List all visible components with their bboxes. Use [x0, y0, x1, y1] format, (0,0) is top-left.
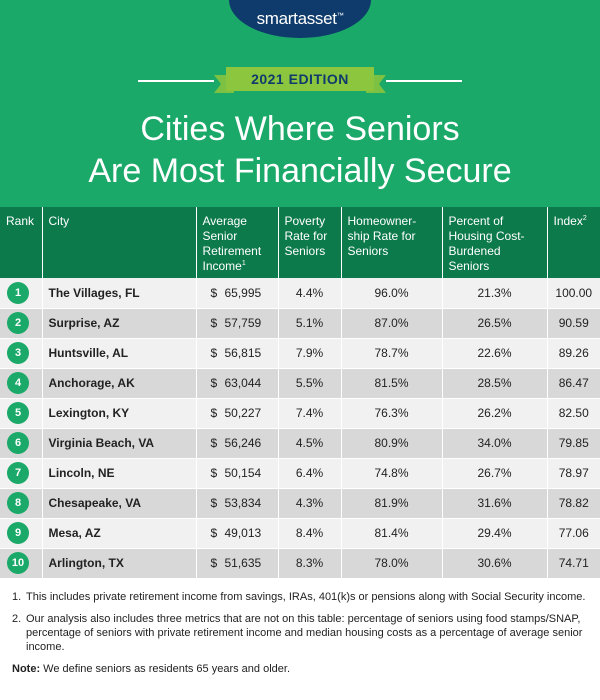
- income-value: 49,013: [224, 526, 262, 540]
- housing-cell: 34.0%: [442, 428, 547, 458]
- hero-banner: [0, 0, 600, 207]
- homeownership-cell: 96.0%: [341, 278, 442, 308]
- column-header-income: Average Senior Retirement Income$^1$: [196, 207, 278, 278]
- currency-symbol: $: [210, 285, 218, 300]
- homeownership-cell: 81.5%: [341, 368, 442, 398]
- footnote-number: 1.: [12, 591, 22, 603]
- city-cell: The Villages, FL: [42, 278, 196, 308]
- housing-cell: 26.7%: [442, 458, 547, 488]
- trademark-mark: ™: [336, 12, 344, 20]
- rank-badge: 7: [7, 462, 29, 484]
- smartasset-logo[interactable]: [229, 9, 371, 29]
- income-cell: [196, 518, 278, 548]
- income-value: 53,834: [224, 496, 262, 510]
- housing-cell: 28.5%: [442, 368, 547, 398]
- footnote-text: This includes private retirement income from savings, IRAs, 401(k)s or pensions along with Social Security income.: [26, 591, 586, 603]
- table-row: [0, 338, 600, 368]
- housing-cell: 22.6%: [442, 338, 547, 368]
- rank-cell: [0, 308, 42, 338]
- rank-badge: 4: [7, 372, 29, 394]
- city-cell: Huntsville, AL: [42, 338, 196, 368]
- page-title: [0, 108, 600, 192]
- poverty-cell: 7.4%: [278, 398, 341, 428]
- definition-note: [12, 662, 592, 676]
- poverty-cell: 4.5%: [278, 428, 341, 458]
- homeownership-cell: 74.8%: [341, 458, 442, 488]
- homeownership-cell: 87.0%: [341, 308, 442, 338]
- table-body: [0, 278, 600, 578]
- homeownership-cell: 76.3%: [341, 398, 442, 428]
- column-header-rank: Rank: [0, 207, 42, 278]
- income-value: 56,246: [224, 436, 262, 450]
- column-header-index: Index$^2$: [547, 207, 600, 278]
- homeownership-cell: 81.4%: [341, 518, 442, 548]
- currency-symbol: $: [210, 466, 218, 480]
- index-cell: 79.85: [547, 428, 600, 458]
- income-cell: [196, 548, 278, 578]
- table-row: [0, 518, 600, 548]
- rank-badge: 8: [7, 492, 29, 514]
- footnote-marker-1: 1: [241, 260, 246, 267]
- rank-cell: [0, 398, 42, 428]
- index-cell: 89.26: [547, 338, 600, 368]
- rank-badge: 3: [7, 342, 29, 364]
- homeownership-cell: 81.9%: [341, 488, 442, 518]
- table-row: [0, 398, 600, 428]
- table-row: [0, 368, 600, 398]
- note-text: We define seniors as residents 65 years and older.: [40, 663, 290, 675]
- rank-cell: [0, 338, 42, 368]
- table-row: [0, 308, 600, 338]
- currency-symbol: $: [210, 526, 218, 540]
- title-line-2: Are Most Financially Secure: [88, 152, 512, 190]
- table-row: [0, 488, 600, 518]
- footnote-text: Our analysis also includes three metrics that are not on this table: percentage of seniors using food stamps/SNAP, percentage of seniors with private retirement income and median housing costs as a percentage of average senior income.: [26, 613, 583, 653]
- column-header-poverty: Poverty Rate for Seniors: [278, 207, 341, 278]
- rank-cell: [0, 278, 42, 308]
- rank-badge: 1: [7, 282, 29, 304]
- poverty-cell: 6.4%: [278, 458, 341, 488]
- income-cell: [196, 398, 278, 428]
- income-cell: [196, 278, 278, 308]
- poverty-cell: 5.1%: [278, 308, 341, 338]
- rank-badge: 9: [7, 522, 29, 544]
- edition-ribbon: 2021 EDITION: [226, 67, 374, 91]
- housing-cell: 30.6%: [442, 548, 547, 578]
- edition-divider-right: [386, 80, 462, 82]
- poverty-cell: 8.4%: [278, 518, 341, 548]
- poverty-cell: 4.4%: [278, 278, 341, 308]
- index-cell: 74.71: [547, 548, 600, 578]
- table-row: [0, 548, 600, 578]
- poverty-cell: 5.5%: [278, 368, 341, 398]
- currency-symbol: $: [210, 436, 218, 450]
- income-cell: [196, 458, 278, 488]
- table-row: [0, 278, 600, 308]
- city-cell: Virginia Beach, VA: [42, 428, 196, 458]
- logo-text: smartasset: [256, 9, 337, 28]
- housing-cell: 31.6%: [442, 488, 547, 518]
- rank-cell: [0, 428, 42, 458]
- rank-cell: [0, 458, 42, 488]
- income-value: 65,995: [224, 285, 262, 300]
- table-row: [0, 458, 600, 488]
- footnote-2: [12, 612, 592, 654]
- rank-cell: [0, 548, 42, 578]
- income-value: 51,635: [224, 556, 262, 570]
- housing-cell: 26.5%: [442, 308, 547, 338]
- income-cell: [196, 488, 278, 518]
- homeownership-cell: 78.0%: [341, 548, 442, 578]
- rankings-table-container: [0, 207, 600, 579]
- poverty-cell: 8.3%: [278, 548, 341, 578]
- footnote-marker-2: 2: [582, 215, 587, 222]
- city-cell: Lexington, KY: [42, 398, 196, 428]
- income-cell: [196, 338, 278, 368]
- income-cell: [196, 368, 278, 398]
- poverty-cell: 7.9%: [278, 338, 341, 368]
- income-value: 50,154: [224, 466, 262, 480]
- currency-symbol: $: [210, 406, 218, 420]
- rank-cell: [0, 368, 42, 398]
- rank-badge: 2: [7, 312, 29, 334]
- city-cell: Anchorage, AK: [42, 368, 196, 398]
- housing-cell: 29.4%: [442, 518, 547, 548]
- note-label: Note:: [12, 663, 41, 675]
- table-header-row: [0, 207, 600, 278]
- city-cell: Arlington, TX: [42, 548, 196, 578]
- currency-symbol: $: [210, 496, 218, 510]
- edition-divider-left: [138, 80, 214, 82]
- city-cell: Surprise, AZ: [42, 308, 196, 338]
- currency-symbol: $: [210, 556, 218, 570]
- index-cell: 78.97: [547, 458, 600, 488]
- rank-badge: 10: [7, 552, 29, 574]
- index-cell: 90.59: [547, 308, 600, 338]
- index-cell: 86.47: [547, 368, 600, 398]
- footnotes: [12, 590, 592, 676]
- income-cell: [196, 308, 278, 338]
- homeownership-cell: 78.7%: [341, 338, 442, 368]
- column-header-housing: Percent of Housing Cost-Burdened Seniors: [442, 207, 547, 278]
- housing-cell: 26.2%: [442, 398, 547, 428]
- footnote-number: 2.: [12, 613, 22, 625]
- rank-badge: 5: [7, 402, 29, 424]
- column-header-city: City: [42, 207, 196, 278]
- rank-cell: [0, 488, 42, 518]
- title-line-1: Cities Where Seniors: [140, 110, 460, 148]
- table-row: [0, 428, 600, 458]
- rankings-table: [0, 207, 600, 579]
- homeownership-cell: 80.9%: [341, 428, 442, 458]
- poverty-cell: 4.3%: [278, 488, 341, 518]
- city-cell: Mesa, AZ: [42, 518, 196, 548]
- currency-symbol: $: [210, 316, 218, 330]
- currency-symbol: $: [210, 346, 218, 360]
- housing-cell: 21.3%: [442, 278, 547, 308]
- income-cell: [196, 428, 278, 458]
- footnote-1: [12, 590, 592, 604]
- income-value: 63,044: [224, 376, 262, 390]
- index-cell: 78.82: [547, 488, 600, 518]
- income-value: 50,227: [224, 406, 262, 420]
- city-cell: Chesapeake, VA: [42, 488, 196, 518]
- income-value: 56,815: [224, 346, 262, 360]
- income-value: 57,759: [224, 316, 262, 330]
- currency-symbol: $: [210, 376, 218, 390]
- index-cell: 100.00: [547, 278, 600, 308]
- column-header-homeownership: Homeowner-ship Rate for Seniors: [341, 207, 442, 278]
- index-cell: 82.50: [547, 398, 600, 428]
- rank-cell: [0, 518, 42, 548]
- city-cell: Lincoln, NE: [42, 458, 196, 488]
- rank-badge: 6: [7, 432, 29, 454]
- index-cell: 77.06: [547, 518, 600, 548]
